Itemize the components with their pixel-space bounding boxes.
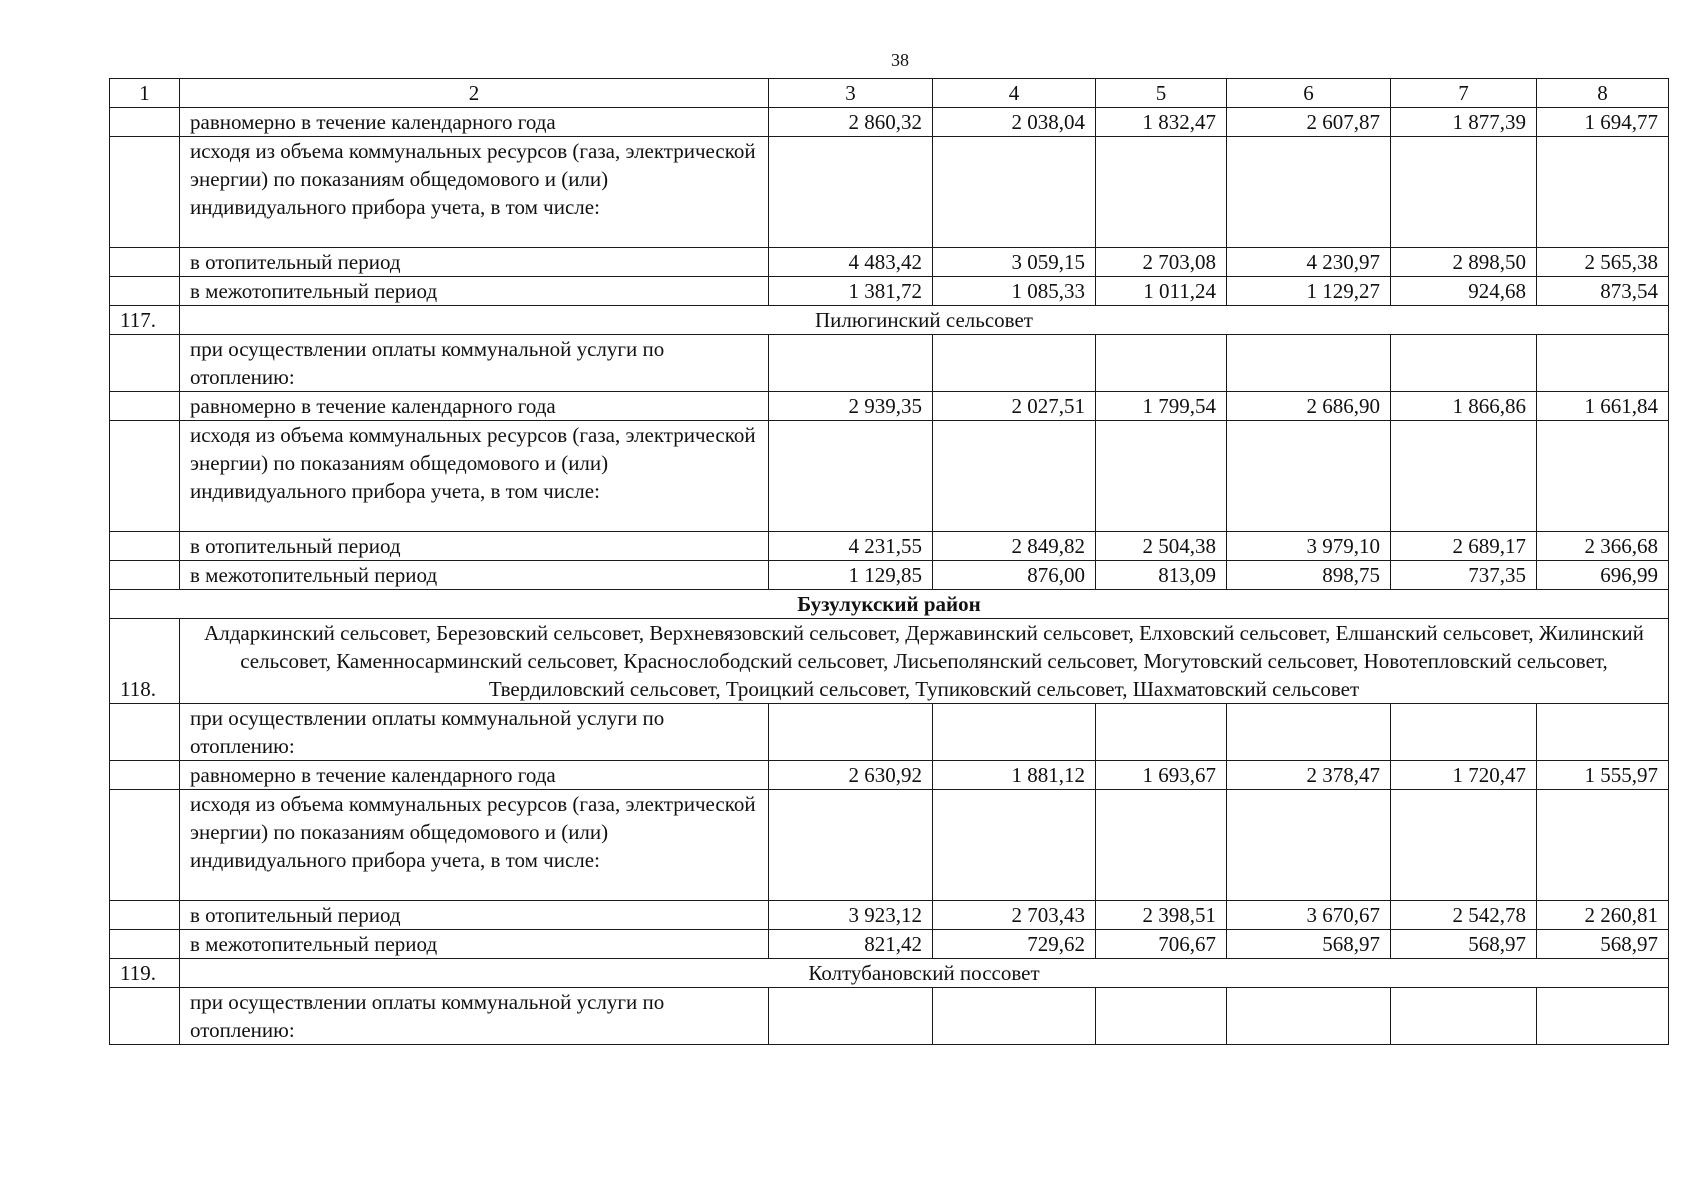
value-cell: 2 027,51 [933,392,1096,421]
index-cell [110,561,180,590]
table-row [110,392,1669,421]
index-cell [110,790,180,901]
value-cell: 1 085,33 [933,277,1096,306]
value-cell: 1 720,47 [1391,761,1537,790]
district-row [110,590,1669,619]
value-cell [1227,704,1391,761]
index-cell [110,248,180,277]
value-cell: 2 398,51 [1096,901,1227,930]
index-cell [110,704,180,761]
table-row [110,988,1669,1045]
index-cell: 119. [110,959,180,988]
value-cell [1537,704,1669,761]
value-cell: 2 378,47 [1227,761,1391,790]
settlement-name: Колтубановский поссовет [180,959,1669,988]
value-cell: 1 694,77 [1537,108,1669,137]
value-cell [1096,704,1227,761]
settlement-row [110,619,1669,704]
column-number-row [110,79,1669,108]
table-row [110,108,1669,137]
index-cell [110,988,180,1045]
value-cell: 2 898,50 [1391,248,1537,277]
table-row [110,930,1669,959]
index-cell [110,108,180,137]
value-cell: 2 038,04 [933,108,1096,137]
value-cell [1096,988,1227,1045]
row-label: в межотопительный период [180,561,769,590]
value-cell [1096,335,1227,392]
row-label: в межотопительный период [180,930,769,959]
index-cell [110,901,180,930]
value-cell: 1 129,85 [769,561,933,590]
value-cell: 1 129,27 [1227,277,1391,306]
row-label: равномерно в течение календарного года [180,392,769,421]
value-cell: 568,97 [1537,930,1669,959]
value-cell: 2 504,38 [1096,532,1227,561]
value-cell [1537,335,1669,392]
row-label: равномерно в течение календарного года [180,761,769,790]
value-cell [769,335,933,392]
value-cell [1227,421,1391,532]
table-row [110,137,1669,248]
settlement-name: Алдаркинский сельсовет, Березовский сельсовет, Верхневязовский сельсовет, Державинский сельсовет, Елховский сельсовет, Елшанский сельсовет, Жилинский сельсовет, Каменносарминский сельсовет, Краснослободский сельсовет, Лисьеполянский сельсовет, Могутовский сельсовет, Новотепловский сельсовет, Твердиловский сельсовет, Троицкий сельсовет, Тупиковский сельсовет, Шахматовский сельсовет [180,619,1669,704]
index-cell [110,137,180,248]
value-cell: 3 979,10 [1227,532,1391,561]
value-cell: 2 630,92 [769,761,933,790]
value-cell: 1 799,54 [1096,392,1227,421]
table-row [110,790,1669,901]
row-label: при осуществлении оплаты коммунальной услуги по отоплению: [180,704,769,761]
value-cell [1391,704,1537,761]
table-row [110,761,1669,790]
value-cell: 568,97 [1391,930,1537,959]
index-cell [110,277,180,306]
value-cell [769,988,933,1045]
value-cell: 1 661,84 [1537,392,1669,421]
value-cell: 2 607,87 [1227,108,1391,137]
row-label: равномерно в течение календарного года [180,108,769,137]
value-cell: 3 923,12 [769,901,933,930]
value-cell [1391,137,1537,248]
value-cell [1537,421,1669,532]
value-cell [933,335,1096,392]
value-cell [769,137,933,248]
value-cell [1391,988,1537,1045]
value-cell [933,790,1096,901]
row-label: в межотопительный период [180,277,769,306]
value-cell: 1 866,86 [1391,392,1537,421]
value-cell: 2 260,81 [1537,901,1669,930]
settlement-name: Пилюгинский сельсовет [180,306,1669,335]
value-cell: 2 860,32 [769,108,933,137]
index-cell [110,930,180,959]
page-number: 38 [891,50,909,70]
value-cell: 3 670,67 [1227,901,1391,930]
value-cell: 1 881,12 [933,761,1096,790]
table-row [110,277,1669,306]
value-cell: 568,97 [1227,930,1391,959]
value-cell: 924,68 [1391,277,1537,306]
value-cell [1096,421,1227,532]
table-row [110,248,1669,277]
value-cell [1537,988,1669,1045]
value-cell: 2 939,35 [769,392,933,421]
value-cell [1227,137,1391,248]
value-cell: 898,75 [1227,561,1391,590]
value-cell: 2 366,68 [1537,532,1669,561]
col-header: 6 [1227,79,1391,108]
value-cell: 737,35 [1391,561,1537,590]
value-cell [1537,137,1669,248]
table-row [110,561,1669,590]
value-cell: 821,42 [769,930,933,959]
index-cell [110,335,180,392]
settlement-row [110,306,1669,335]
tariff-table [109,78,1669,1045]
index-cell [110,392,180,421]
value-cell [1391,421,1537,532]
col-header: 3 [769,79,933,108]
col-header: 4 [933,79,1096,108]
value-cell: 1 832,47 [1096,108,1227,137]
value-cell: 2 686,90 [1227,392,1391,421]
value-cell [1537,790,1669,901]
row-label: в отопительный период [180,248,769,277]
value-cell: 4 231,55 [769,532,933,561]
district-name: Бузулукский район [110,590,1669,619]
value-cell: 4 483,42 [769,248,933,277]
col-header: 7 [1391,79,1537,108]
value-cell: 729,62 [933,930,1096,959]
value-cell [769,790,933,901]
value-cell: 696,99 [1537,561,1669,590]
value-cell: 876,00 [933,561,1096,590]
table-row [110,421,1669,532]
index-cell [110,421,180,532]
value-cell: 873,54 [1537,277,1669,306]
row-label: при осуществлении оплаты коммунальной услуги по отоплению: [180,988,769,1045]
value-cell [1096,137,1227,248]
value-cell [769,704,933,761]
value-cell: 1 381,72 [769,277,933,306]
value-cell [1391,790,1537,901]
value-cell: 1 877,39 [1391,108,1537,137]
row-label: при осуществлении оплаты коммунальной услуги по отоплению: [180,335,769,392]
table-row [110,335,1669,392]
table-row [110,901,1669,930]
value-cell: 706,67 [1096,930,1227,959]
table-row [110,532,1669,561]
row-label: в отопительный период [180,532,769,561]
value-cell [1227,988,1391,1045]
value-cell [933,704,1096,761]
col-header: 2 [180,79,769,108]
value-cell [933,421,1096,532]
table-row [110,704,1669,761]
row-label: исходя из объема коммунальных ресурсов (газа, электрической энергии) по показаниям общедомового и (или) индивидуального прибора учета, в том числе: [180,137,769,248]
row-label: исходя из объема коммунальных ресурсов (газа, электрической энергии) по показаниям общедомового и (или) индивидуального прибора учета, в том числе: [180,790,769,901]
value-cell [769,421,933,532]
row-label: исходя из объема коммунальных ресурсов (газа, электрической энергии) по показаниям общедомового и (или) индивидуального прибора учета, в том числе: [180,421,769,532]
value-cell: 3 059,15 [933,248,1096,277]
value-cell: 1 693,67 [1096,761,1227,790]
index-cell [110,532,180,561]
value-cell: 1 555,97 [1537,761,1669,790]
col-header: 5 [1096,79,1227,108]
row-label: в отопительный период [180,901,769,930]
value-cell: 4 230,97 [1227,248,1391,277]
value-cell [933,988,1096,1045]
index-cell: 117. [110,306,180,335]
value-cell [1227,335,1391,392]
value-cell [1096,790,1227,901]
value-cell [1391,335,1537,392]
index-cell: 118. [110,619,180,704]
col-header: 8 [1537,79,1669,108]
col-header: 1 [110,79,180,108]
value-cell: 2 703,43 [933,901,1096,930]
value-cell: 2 703,08 [1096,248,1227,277]
value-cell: 1 011,24 [1096,277,1227,306]
value-cell: 2 689,17 [1391,532,1537,561]
value-cell [1227,790,1391,901]
value-cell: 2 542,78 [1391,901,1537,930]
index-cell [110,761,180,790]
settlement-row [110,959,1669,988]
value-cell: 2 849,82 [933,532,1096,561]
value-cell: 813,09 [1096,561,1227,590]
value-cell [933,137,1096,248]
value-cell: 2 565,38 [1537,248,1669,277]
